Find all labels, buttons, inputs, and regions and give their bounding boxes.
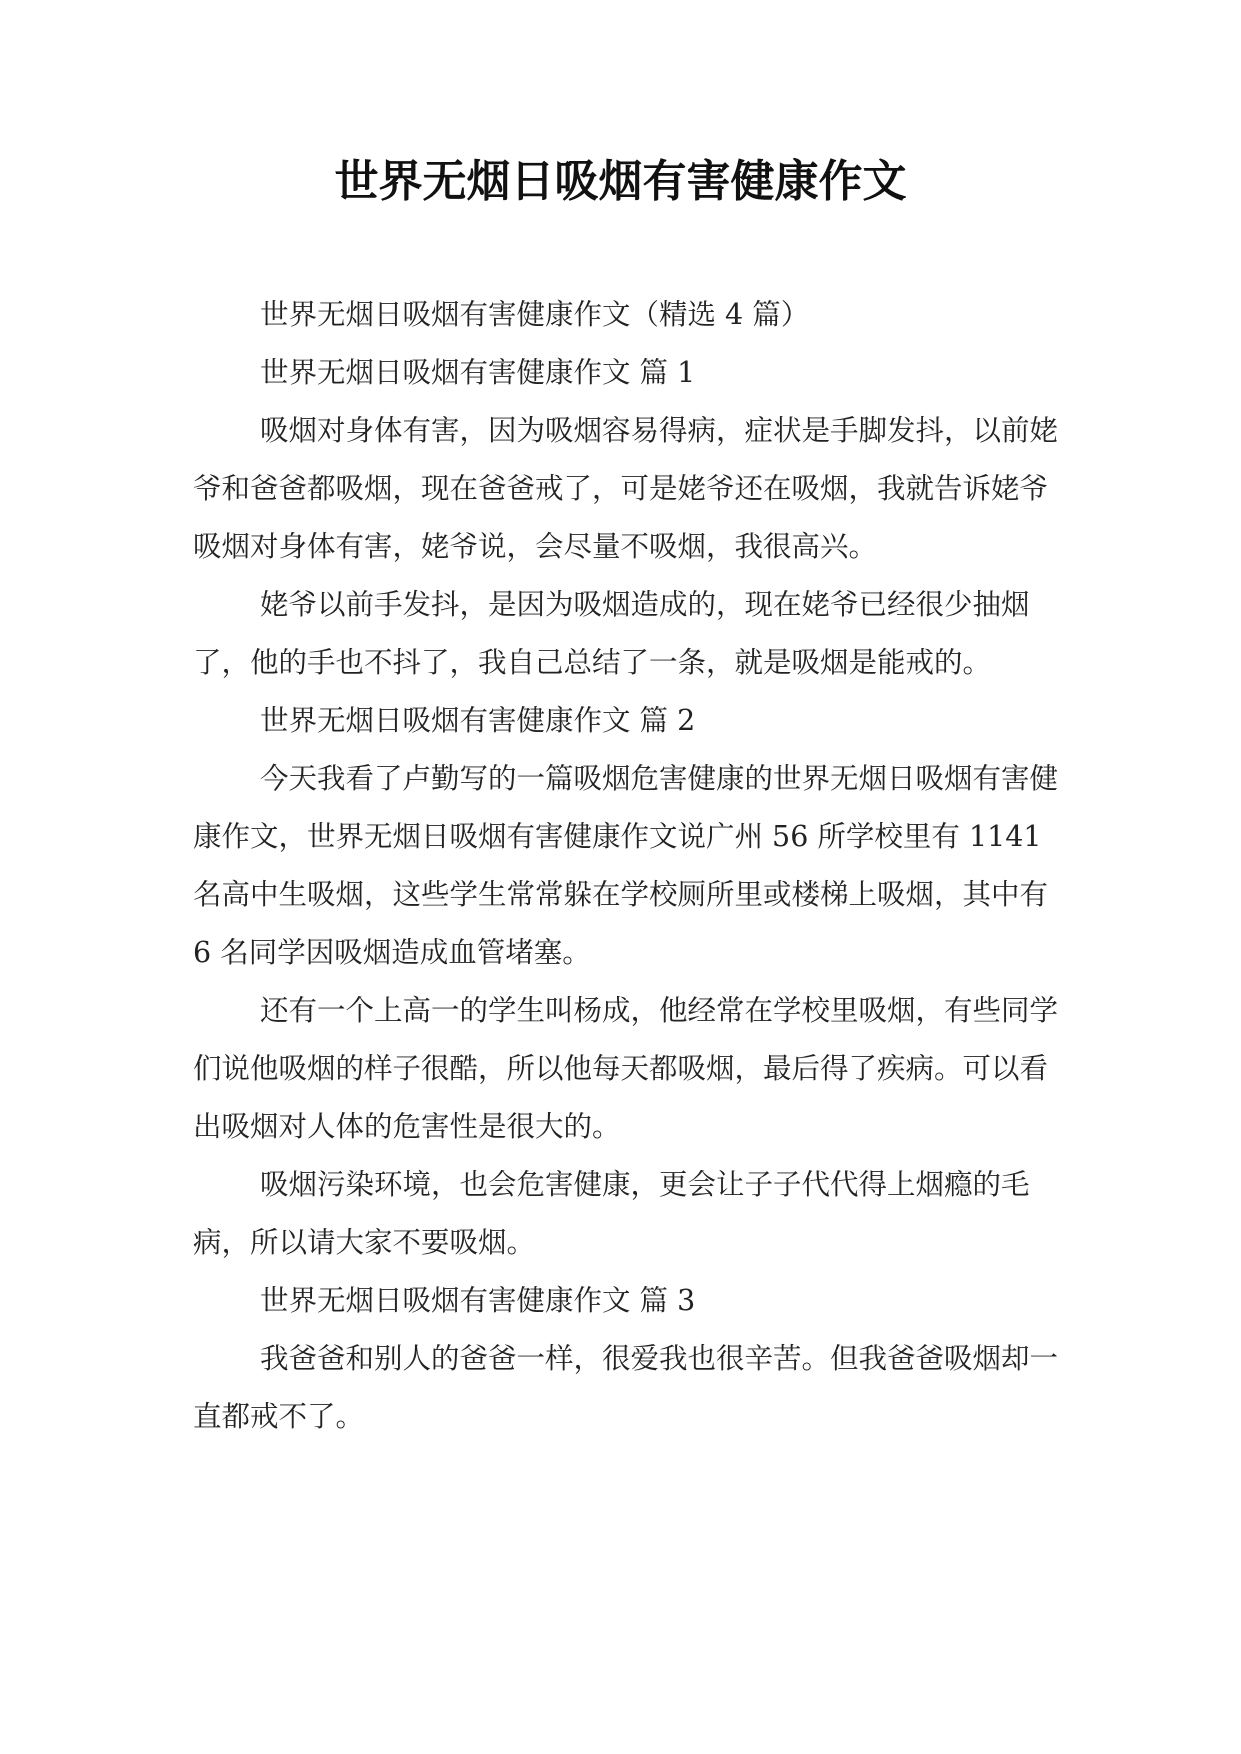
section-heading-3: 世界无烟日吸烟有害健康作文 篇 3 <box>260 1284 696 1317</box>
section-2-paragraph-1: 今天我看了卢勤写的一篇吸烟危害健康的世界无烟日吸烟有害健康作文，世界无烟日吸烟有害健康作文说广州 56 所学校里有 1141 名高中生吸烟，这些学生常常躲在学校厕所里或楼梯上吸烟，其中有 6 名同学因吸烟造成血管堵塞。 <box>193 762 1059 969</box>
document-subtitle: 世界无烟日吸烟有害健康作文（精选 4 篇） <box>260 298 810 331</box>
section-1-paragraph-1: 吸烟对身体有害，因为吸烟容易得病，症状是手脚发抖，以前姥爷和爸爸都吸烟，现在爸爸戒了，可是姥爷还在吸烟，我就告诉姥爷吸烟对身体有害，姥爷说，会尽量不吸烟，我很高兴。 <box>193 414 1059 563</box>
document-title: 世界无烟日吸烟有害健康作文 <box>334 156 907 207</box>
section-heading-2: 世界无烟日吸烟有害健康作文 篇 2 <box>260 704 696 737</box>
section-2-paragraph-2: 还有一个上高一的学生叫杨成，他经常在学校里吸烟，有些同学们说他吸烟的样子很酷，所以他每天都吸烟，最后得了疾病。可以看出吸烟对人体的危害性是很大的。 <box>193 994 1059 1143</box>
section-2-paragraph-3: 吸烟污染环境，也会危害健康，更会让子子代代得上烟瘾的毛病，所以请大家不要吸烟。 <box>193 1168 1030 1259</box>
section-1-paragraph-2: 姥爷以前手发抖，是因为吸烟造成的，现在姥爷已经很少抽烟了，他的手也不抖了，我自己总结了一条，就是吸烟是能戒的。 <box>193 588 1030 679</box>
section-3-paragraph-1: 我爸爸和别人的爸爸一样，很爱我也很辛苦。但我爸爸吸烟却一直都戒不了。 <box>193 1342 1059 1433</box>
section-heading-1: 世界无烟日吸烟有害健康作文 篇 1 <box>260 356 696 389</box>
document-body <box>193 286 1059 1446</box>
